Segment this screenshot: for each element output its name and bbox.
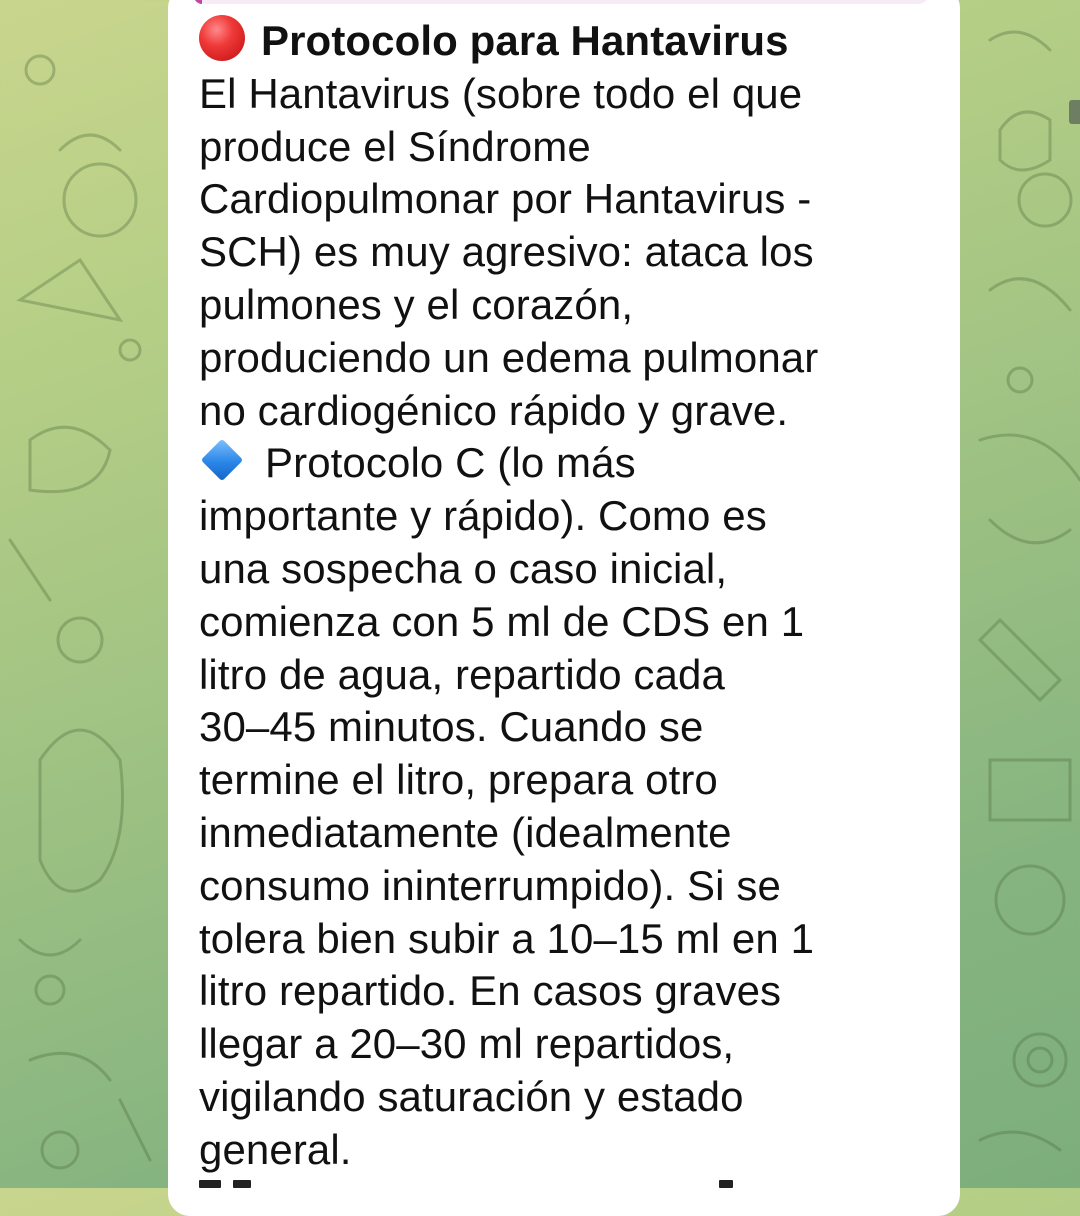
scroll-handle[interactable] xyxy=(1069,100,1080,124)
message-line: llegar a 20–30 ml repartidos, xyxy=(199,1020,735,1068)
message-line: comienza con 5 ml de CDS en 1 xyxy=(199,597,805,645)
message-line: general. xyxy=(199,1125,352,1173)
truncated-next-line xyxy=(199,1178,759,1190)
red-circle-icon xyxy=(199,15,245,61)
blue-diamond-icon xyxy=(201,439,243,481)
message-line: importante y rápido). Como es xyxy=(199,492,767,540)
message-line: Cardiopulmonar por Hantavirus - xyxy=(199,175,812,223)
message-line: litro repartido. En casos graves xyxy=(199,967,782,1015)
message-line: produciendo un edema pulmonar xyxy=(199,333,819,381)
message-line: 30–45 minutos. Cuando se xyxy=(199,703,704,751)
message-line: tolera bien subir a 10–15 ml en 1 xyxy=(199,914,815,962)
message-line: SCH) es muy agresivo: ataca los xyxy=(199,228,814,276)
message-line: pulmones y el corazón, xyxy=(199,280,634,328)
message-line: El Hantavirus (sobre todo el que xyxy=(199,69,803,117)
message-line: litro de agua, repartido cada xyxy=(199,650,725,698)
reply-preview[interactable] xyxy=(194,0,930,4)
message-line: produce el Síndrome xyxy=(199,122,591,170)
message-text xyxy=(199,15,899,1177)
section-heading: Protocolo C (lo más xyxy=(265,439,636,487)
message-line: inmediatamente (idealmente xyxy=(199,808,732,856)
message-line: consumo ininterrumpido). Si se xyxy=(199,861,781,909)
message-line: no cardiogénico rápido y grave. xyxy=(199,386,789,434)
message-title: Protocolo para Hantavirus xyxy=(261,17,789,64)
message-line: termine el litro, prepara otro xyxy=(199,756,718,804)
message-title-line xyxy=(199,15,899,68)
message-line: una sospecha o caso inicial, xyxy=(199,544,728,592)
message-line: vigilando saturación y estado xyxy=(199,1072,744,1120)
section-heading-line xyxy=(199,437,899,490)
